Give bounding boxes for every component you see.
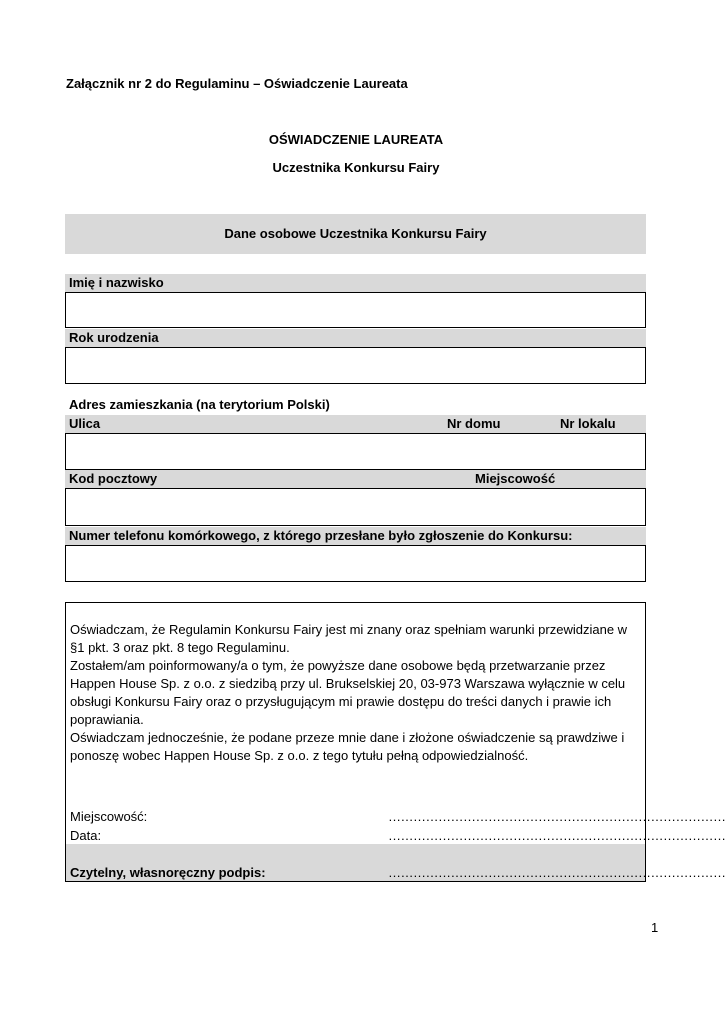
place-dotted-line[interactable]: ……………………………………………………………………… — [388, 809, 726, 824]
date-dotted-line[interactable]: ……………………………………………………………………… — [388, 828, 726, 843]
address-heading: Adres zamieszkania (na terytorium Polski) — [69, 397, 330, 412]
signature-dotted-line[interactable]: ……………………………………………………………………… — [388, 865, 726, 880]
street-field[interactable] — [65, 433, 646, 470]
house-number-label: Nr domu — [447, 416, 501, 431]
declaration-paragraph-3: Oświadczam jednocześnie, że podane przeze mnie dane i złożone oświadczenie są prawdziwe i ponoszę wobec Happen House Sp. z o.o. z tego tytułu pełną odpowiedzialność. — [70, 730, 625, 763]
name-label: Imię i nazwisko — [65, 274, 646, 292]
birth-year-label: Rok urodzenia — [65, 329, 646, 347]
name-field[interactable] — [65, 292, 646, 328]
phone-label: Numer telefonu komórkowego, z którego przesłane było zgłoszenie do Konkursu: — [65, 527, 646, 545]
page-number: 1 — [651, 920, 659, 935]
document-title: OŚWIADCZENIE LAUREATA — [268, 132, 444, 147]
declaration-paragraph-1: Oświadczam, że Regulamin Konkursu Fairy jest mi znany oraz spełniam warunki przewidziane w §1 pkt. 3 oraz pkt. 8 tego Regulaminu. — [70, 622, 628, 655]
declaration-box — [65, 602, 726, 882]
apartment-number-label: Nr lokalu — [560, 416, 616, 431]
phone-field[interactable] — [65, 545, 646, 582]
postal-city-label-row — [65, 470, 646, 488]
section-heading: Dane osobowe Uczestnika Konkursu Fairy — [65, 214, 646, 254]
signature-row — [66, 844, 726, 881]
signature-label: Czytelny, własnoręczny podpis: — [70, 865, 266, 880]
city-label: Miejscowość — [475, 471, 556, 486]
street-label: Ulica — [69, 416, 101, 431]
document-subtitle: Uczestnika Konkursu Fairy — [272, 160, 440, 175]
attachment-heading: Załącznik nr 2 do Regulaminu – Oświadczenie Laureata — [66, 76, 408, 91]
date-label: Data: — [70, 828, 102, 843]
street-label-row — [65, 415, 646, 433]
postal-code-label: Kod pocztowy — [69, 471, 158, 486]
declaration-paragraph-2: Zostałem/am poinformowany/a o tym, że powyższe dane osobowe będą przetwarzanie przez Happen House Sp. z o.o. z siedzibą przy ul. Brukselskiej 20, 03-973 Warszawa wyłącznie w celu obsługi Konkursu Fairy oraz o przysługującym mi prawie dostępu do treści danych i prawie ich poprawiania. — [70, 658, 626, 727]
birth-year-field[interactable] — [65, 347, 646, 384]
postal-city-field[interactable] — [65, 488, 646, 526]
declaration-text — [70, 621, 640, 765]
place-label: Miejscowość: — [70, 809, 148, 824]
